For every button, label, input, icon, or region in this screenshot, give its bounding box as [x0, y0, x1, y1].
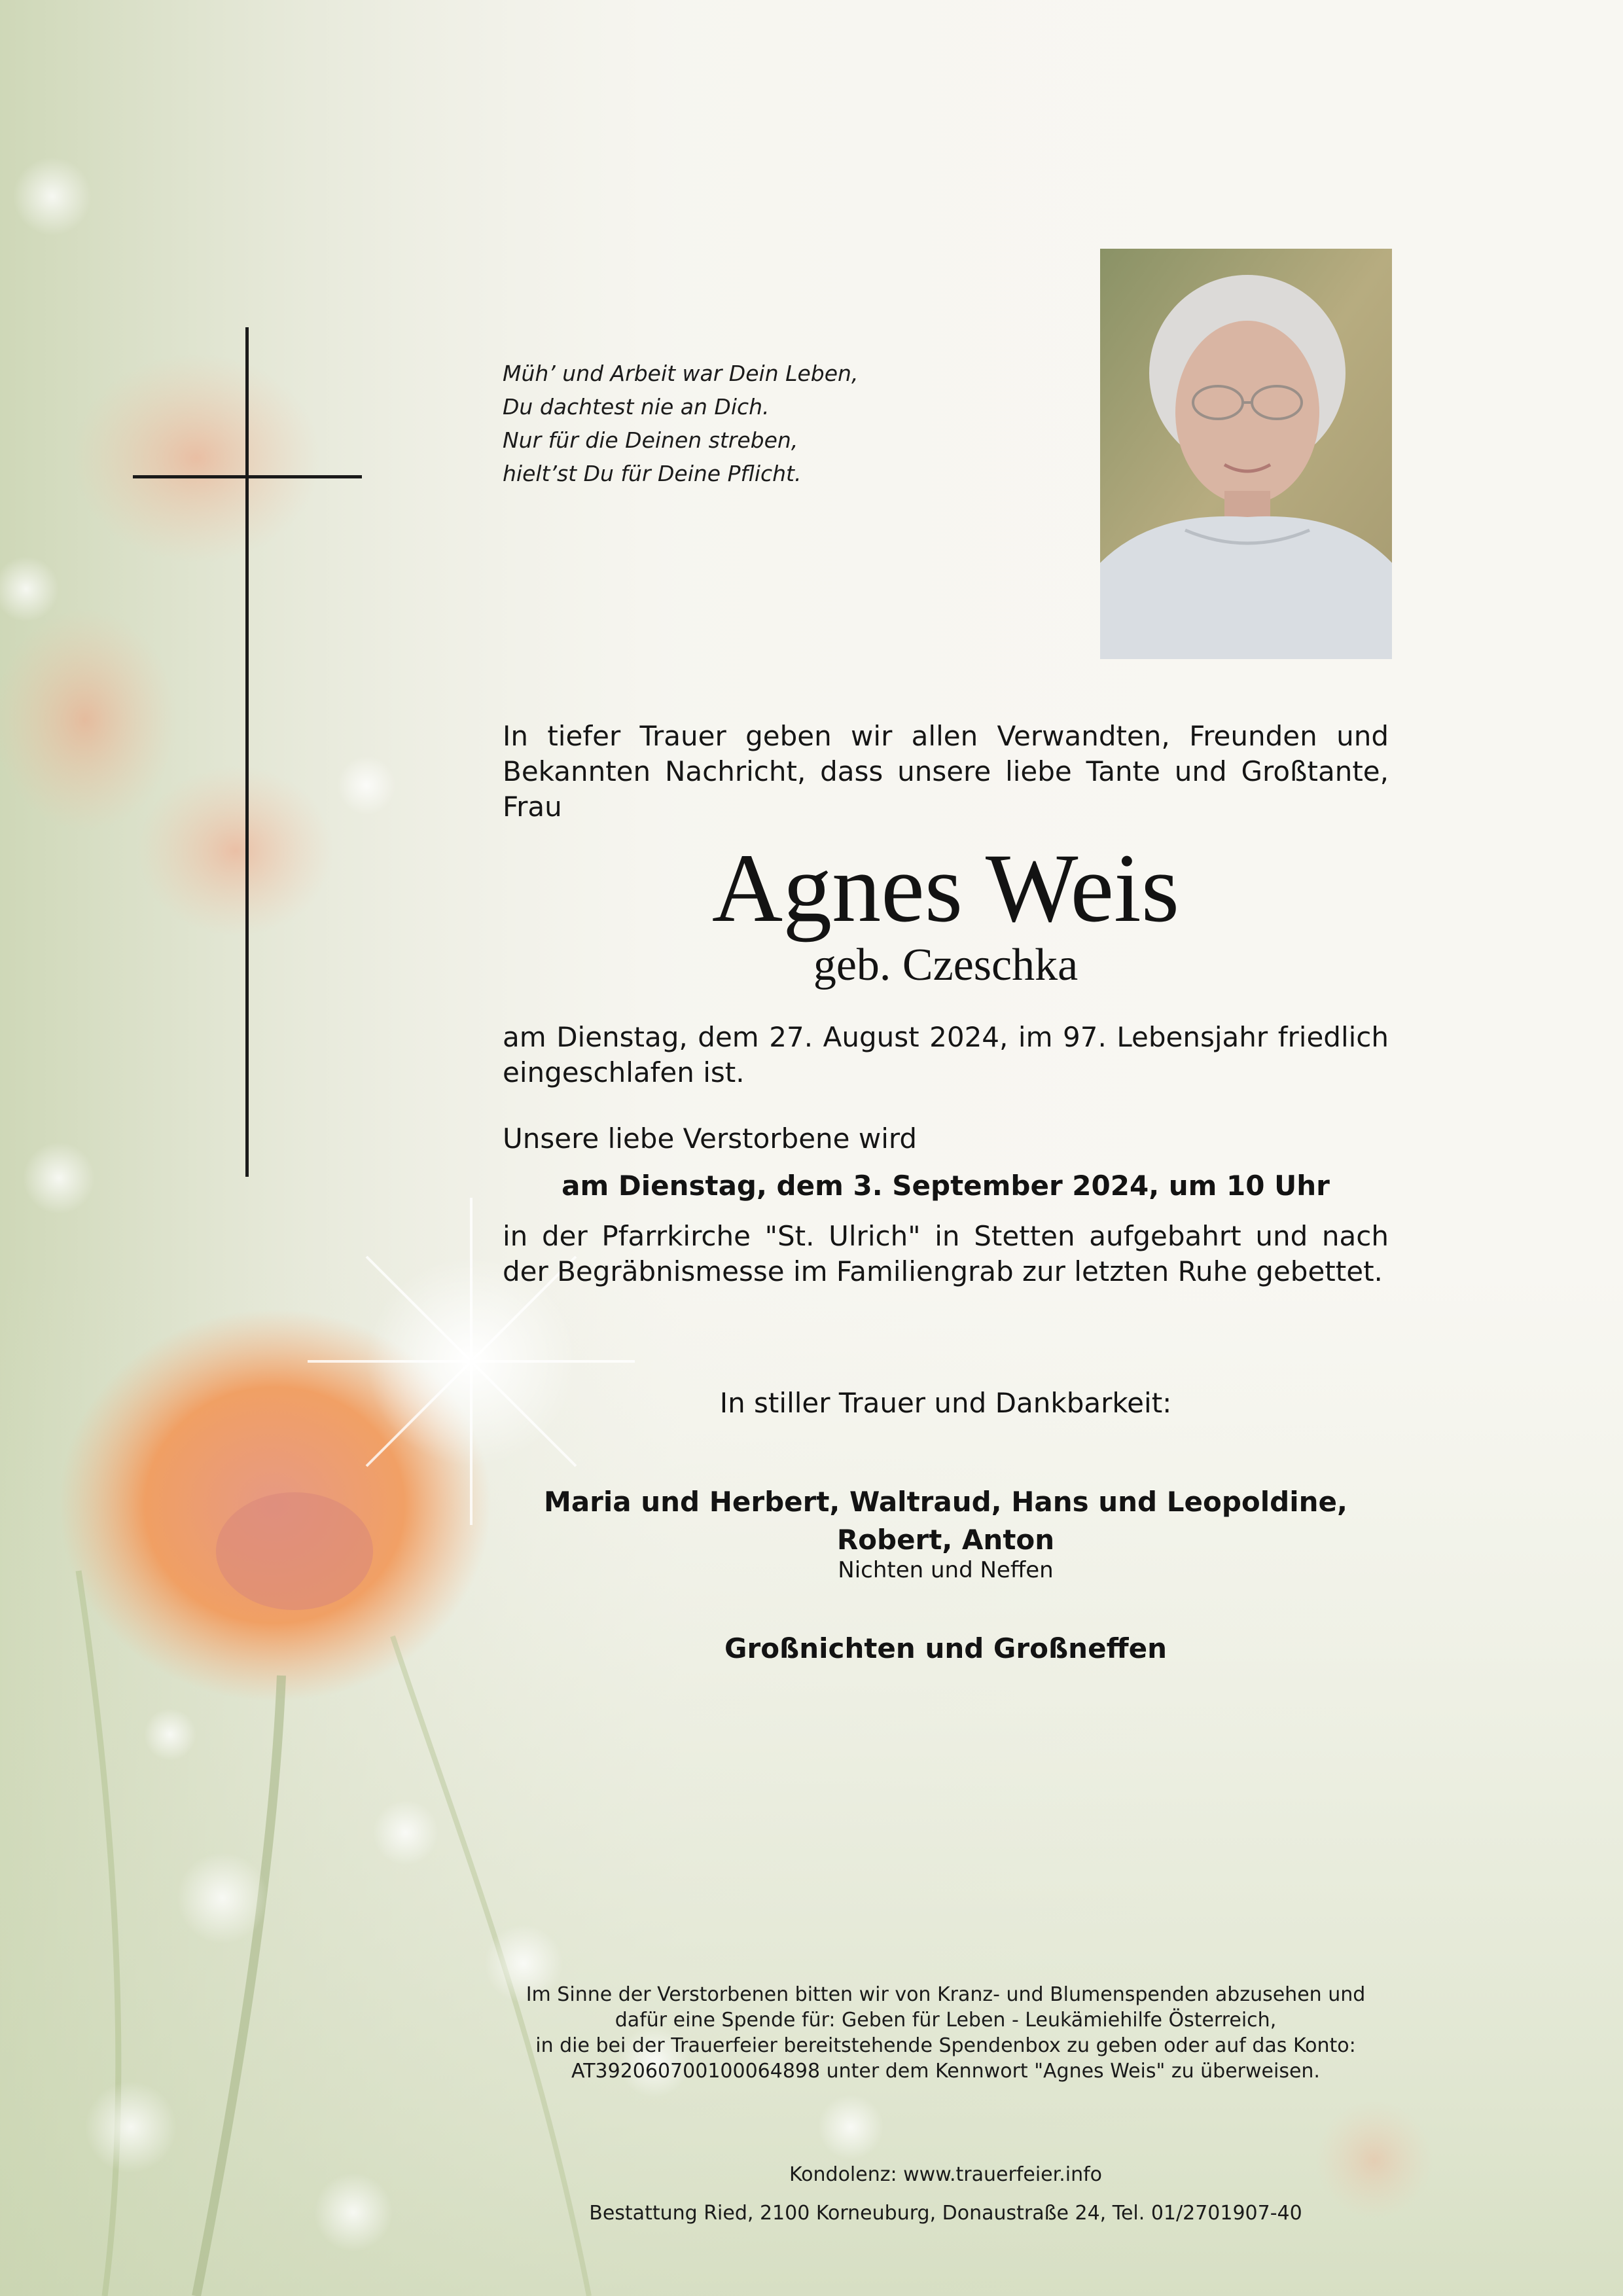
donation-line: dafür eine Spende für: Geben für Leben - Leukämiehilfe Österreich,: [615, 2009, 1277, 2032]
funeral-date: am Dienstag, dem 3. September 2024, um 10 Uhr: [562, 1170, 1330, 1202]
funeral-intro: Unsere liebe Verstorbene wird: [503, 1122, 918, 1155]
poem-line: Müh’ und Arbeit war Dein Leben,: [503, 361, 859, 386]
poem-line: Du dachtest nie an Dich.: [503, 394, 770, 420]
donation-line: AT392060700100064898 unter dem Kennwort "Agnes Weis" zu überweisen.: [571, 2060, 1320, 2083]
cross-vertical-bar: [245, 327, 249, 1177]
poem: [503, 357, 974, 490]
family-grand: Großnichten und Großneffen: [724, 1632, 1167, 1664]
poem-line: Nur für die Deinen streben,: [503, 427, 798, 453]
family-role: Nichten und Neffen: [838, 1557, 1054, 1583]
donation-note: [419, 1982, 1472, 2084]
donation-line: in die bei der Trauerfeier bereitstehende Spendenbox zu geben oder auf das Konto:: [535, 2034, 1356, 2057]
undertaker-info: Bestattung Ried, 2100 Korneuburg, Donaustraße 24, Tel. 01/2701907-40: [589, 2202, 1302, 2225]
funeral-text: in der Pfarrkirche "St. Ulrich" in Stetten aufgebahrt und nach der Begräbnismesse im Familiengrab zur letzten Ruhe gebettet.: [503, 1220, 1389, 1287]
family-line: Maria und Herbert, Waltraud, Hans und Leopoldine,: [544, 1486, 1347, 1518]
condolence-link: Kondolenz: www.trauerfeier.info: [789, 2163, 1102, 2186]
death-text: am Dienstag, dem 27. August 2024, im 97. Lebensjahr friedlich eingeschlafen ist.: [503, 1021, 1389, 1088]
intro-text: In tiefer Trauer geben wir allen Verwandten, Freunden und Bekannten Nachricht, dass unsere liebe Tante und Großtante, Frau: [503, 720, 1389, 823]
mourning-heading: In stiller Trauer und Dankbarkeit:: [719, 1387, 1172, 1419]
deceased-name: Agnes Weis: [711, 834, 1180, 942]
family-line: Robert, Anton: [836, 1524, 1055, 1556]
birth-name: geb. Czeschka: [813, 940, 1079, 990]
poem-line: hielt’st Du für Deine Pflicht.: [503, 461, 802, 486]
family-names: [503, 1483, 1389, 1559]
portrait-photo: [1100, 249, 1392, 659]
cross-horizontal-bar: [133, 475, 362, 478]
donation-line: Im Sinne der Verstorbenen bitten wir von Kranz- und Blumenspenden abzusehen und: [526, 1983, 1366, 2006]
